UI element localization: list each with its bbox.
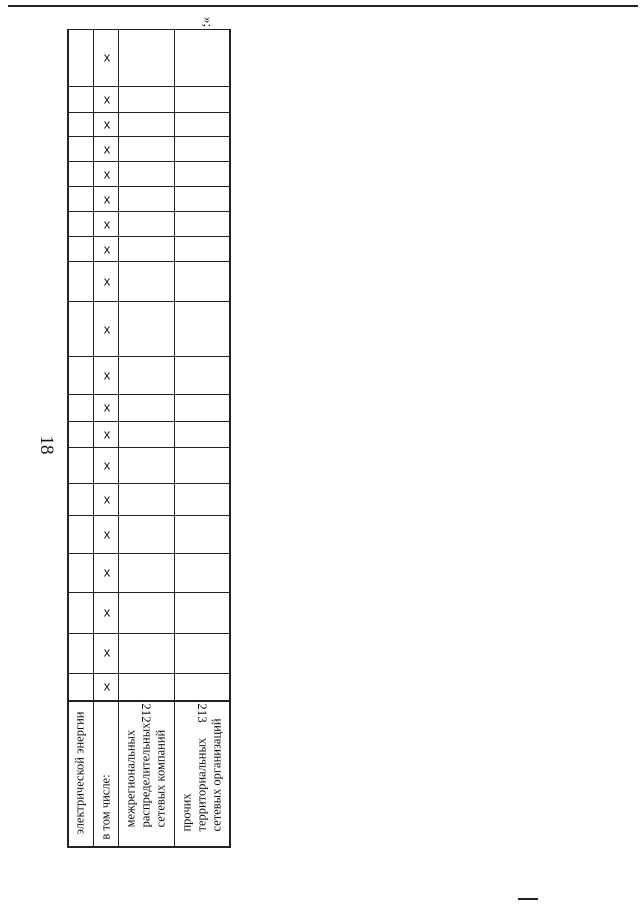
cross-mark: x: [103, 564, 111, 580]
table-border-right: [67, 29, 231, 30]
table-border-bottom: [229, 29, 231, 848]
table-rule: [67, 161, 231, 162]
cross-mark: x: [103, 426, 111, 442]
table-rule: [67, 673, 231, 674]
table-rule: [67, 186, 231, 187]
header-row-label: электрической энергии: [72, 711, 87, 835]
table-rule: [67, 421, 231, 422]
row-code-212: 212: [139, 703, 154, 723]
table-row-rule: [118, 29, 119, 848]
table-rule: [67, 553, 231, 554]
table-rule: [67, 112, 231, 113]
table-rule: [67, 394, 231, 395]
cross-mark: x: [103, 457, 111, 473]
cross-mark: x: [103, 367, 111, 383]
table-rule: [67, 447, 231, 448]
table-border-left: [67, 846, 231, 848]
cross-mark: x: [103, 141, 111, 157]
table-row-rule: [174, 29, 175, 848]
cross-mark: x: [103, 91, 111, 107]
page-number: 18: [36, 435, 57, 455]
cross-mark: x: [103, 644, 111, 660]
cross-mark: x: [103, 321, 111, 337]
table-border-top: [67, 29, 69, 848]
cross-mark: x: [103, 678, 111, 694]
table-rule: [67, 236, 231, 237]
cross-mark: x: [103, 166, 111, 182]
table-rule: [67, 211, 231, 212]
cross-mark: x: [103, 273, 111, 289]
table-rule: [67, 261, 231, 262]
table-rule: [67, 633, 231, 634]
table-rule: [67, 515, 231, 516]
table-rule: [67, 301, 231, 302]
cross-mark: x: [103, 241, 111, 257]
data-table: [67, 29, 231, 848]
cross-mark: x: [103, 526, 111, 542]
table-rule: [67, 356, 231, 357]
table-rule: [67, 136, 231, 137]
row-label-mezhregionalnyh: межрегиональных распределительных сетевых компаний: [123, 722, 168, 828]
subheader-label: в том числе:: [98, 774, 113, 840]
table-rule: [67, 592, 231, 593]
cross-mark: x: [103, 216, 111, 232]
cross-mark: x: [103, 491, 111, 507]
cross-mark: x: [103, 191, 111, 207]
cross-mark: x: [103, 399, 111, 415]
row-code-213: 213: [195, 703, 210, 723]
top-border-line: [8, 5, 638, 7]
table-rule: [67, 483, 231, 484]
table-row-rule: [93, 29, 94, 848]
table-rule: [67, 86, 231, 87]
row-label-prochih: прочих территориальных сетевых организаций: [179, 718, 224, 832]
closing-quote-mark: »;: [201, 16, 216, 28]
corner-mark: [518, 898, 538, 900]
cross-mark: x: [103, 49, 111, 65]
cross-mark: x: [103, 116, 111, 132]
label-column-rule: [67, 700, 231, 702]
cross-mark: x: [103, 604, 111, 620]
